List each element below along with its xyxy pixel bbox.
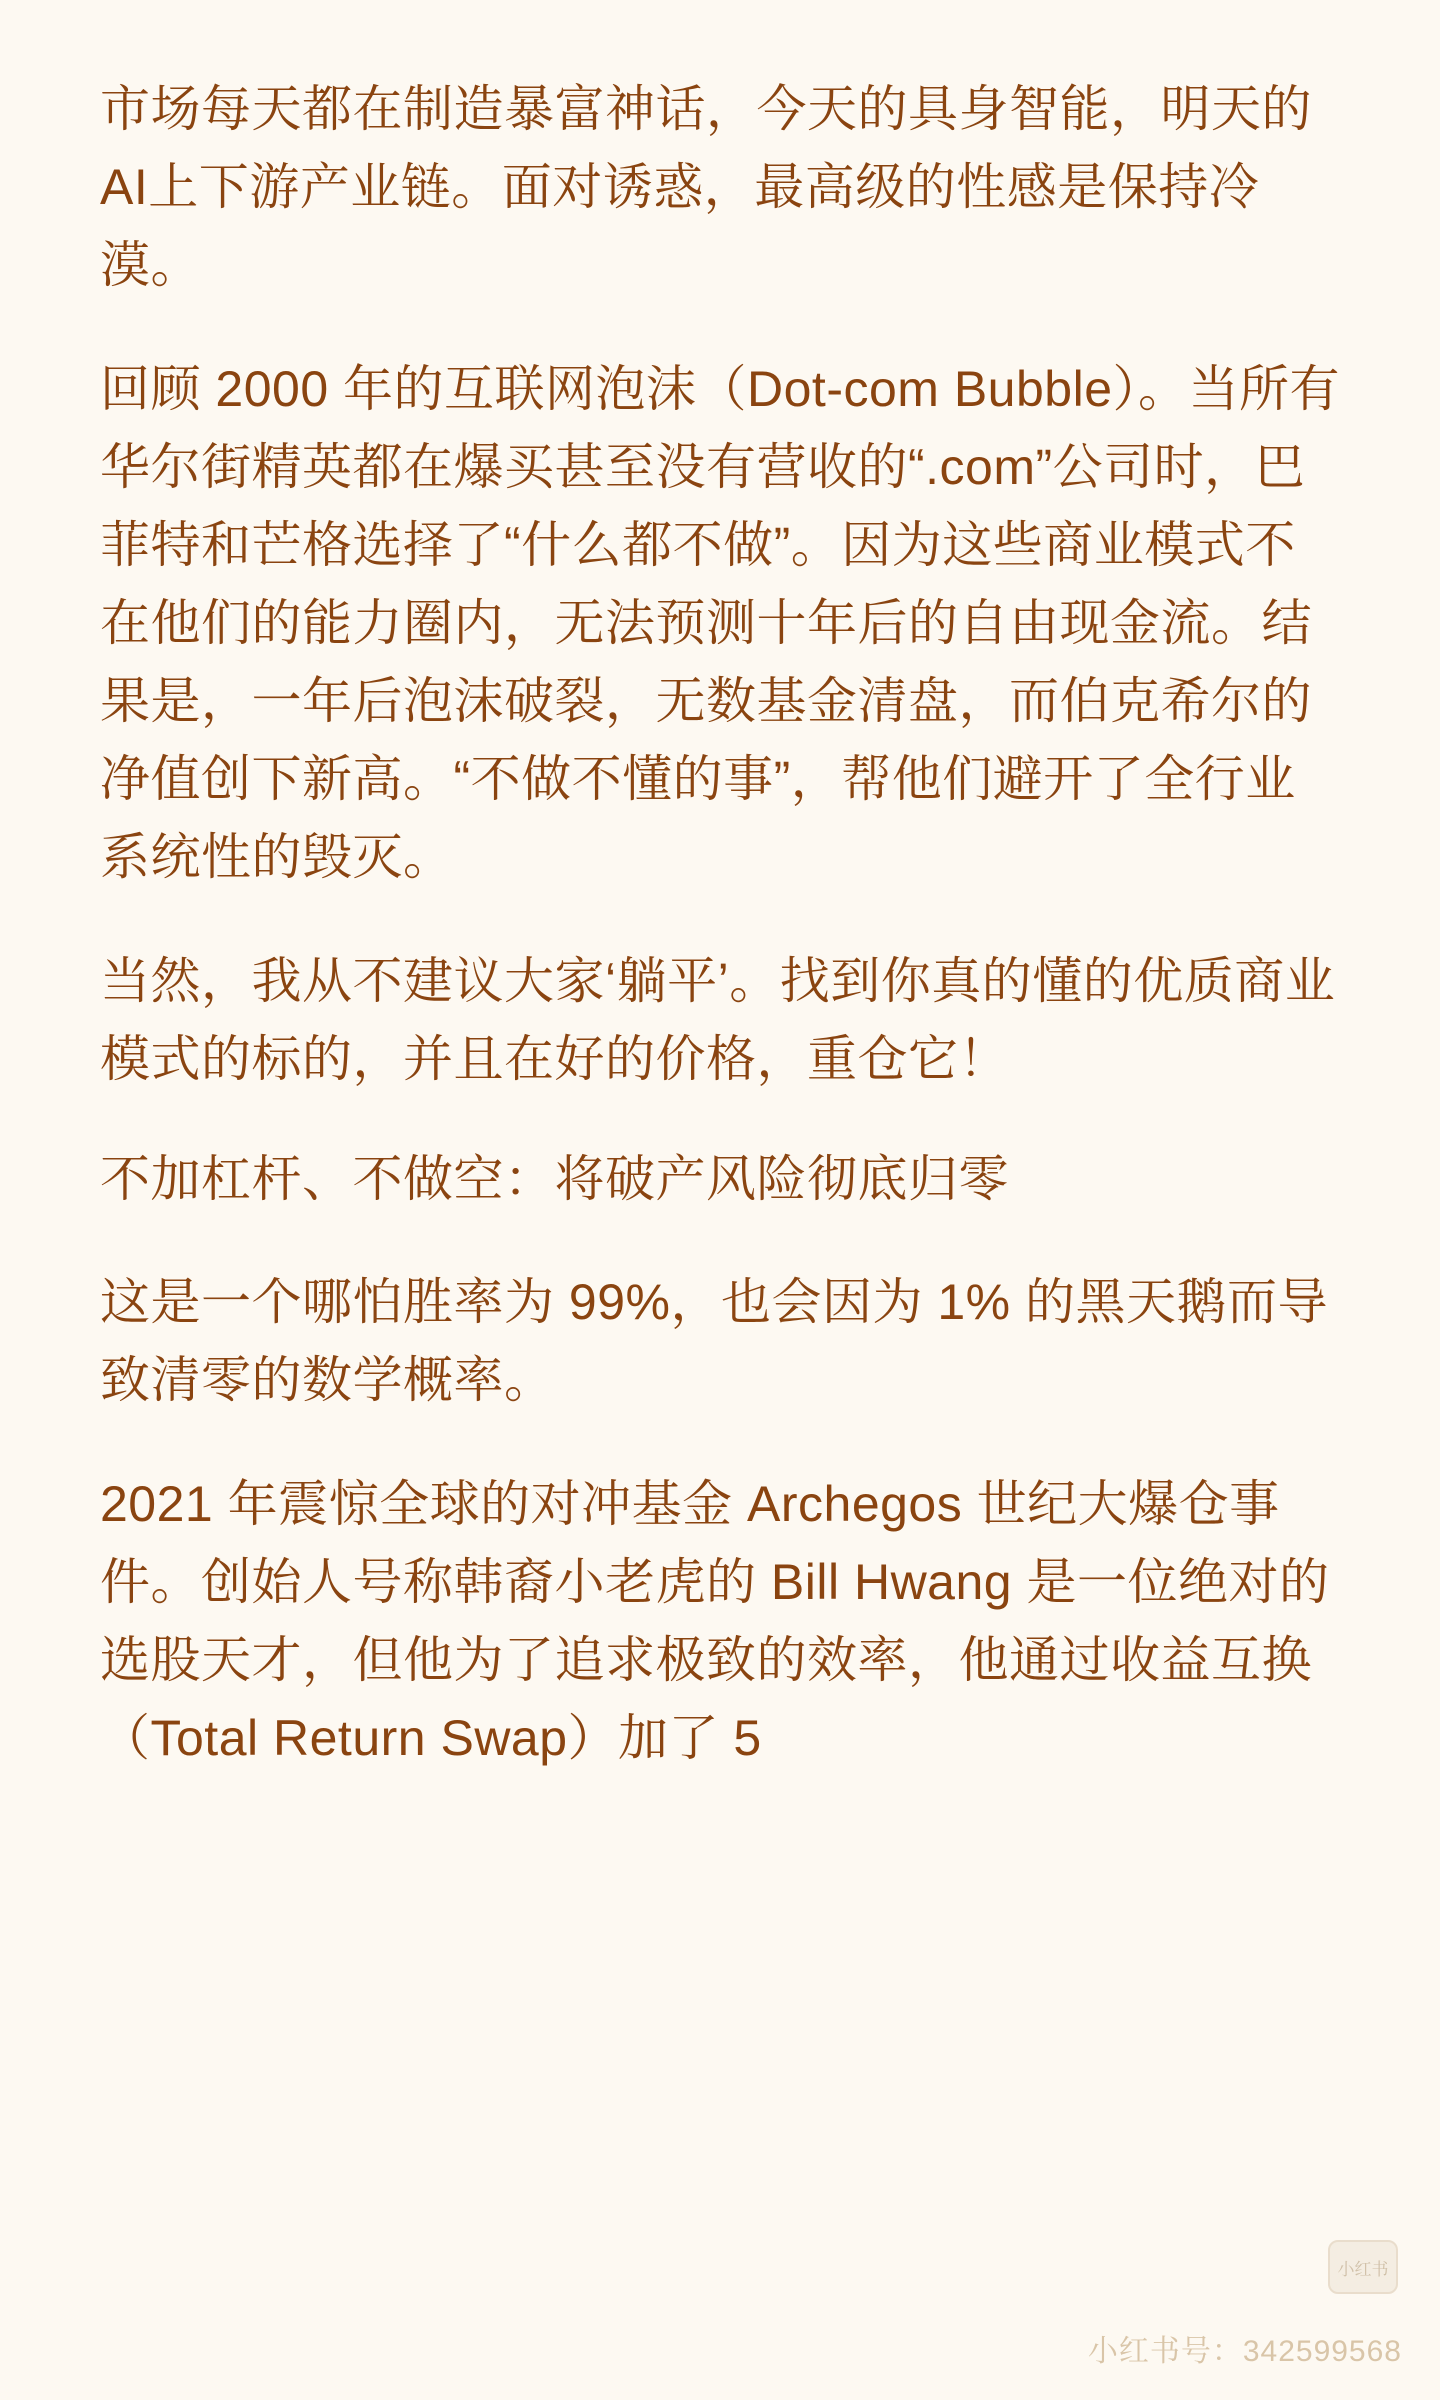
xiaohongshu-logo-icon: 小红书: [1328, 2240, 1398, 2294]
watermark-account-id: 小红书号：342599568: [1087, 2335, 1402, 2368]
paragraph-5: 2021 年震惊全球的对冲基金 Archegos 世纪大爆仓事件。创始人号称韩裔小老虎的 Bill Hwang 是一位绝对的选股天才，但他为了追求极致的效率，他通过收益互换（Total Return Swap）加了 5: [100, 1476, 1330, 1766]
paragraph-1: 市场每天都在制造暴富神话，今天的具身智能，明天的AI上下游产业链。面对诱惑，最高级的性感是保持冷漠。: [100, 81, 1312, 293]
section-heading: 不加杠杆、不做空：将破产风险彻底归零: [100, 1151, 1009, 1207]
paragraph-2: 回顾 2000 年的互联网泡沫（Dot-com Bubble）。当所有华尔街精英都在爆买甚至没有营收的“.com”公司时，巴菲特和芒格选择了“什么都不做”。因为这些商业模式不在他们的能力圈内，无法预测十年后的自由现金流。结果是，一年后泡沫破裂，无数基金清盘，而伯克希尔的净值创下新高。“不做不懂的事”，帮他们避开了全行业系统性的毁灭。: [100, 361, 1341, 885]
paragraph-4: 这是一个哪怕胜率为 99%，也会因为 1% 的黑天鹅而导致清零的数学概率。: [100, 1274, 1329, 1408]
paragraph-3: 当然，我从不建议大家‘躺平’。找到你真的懂的优质商业模式的标的，并且在好的价格，重仓它！: [100, 953, 1336, 1087]
